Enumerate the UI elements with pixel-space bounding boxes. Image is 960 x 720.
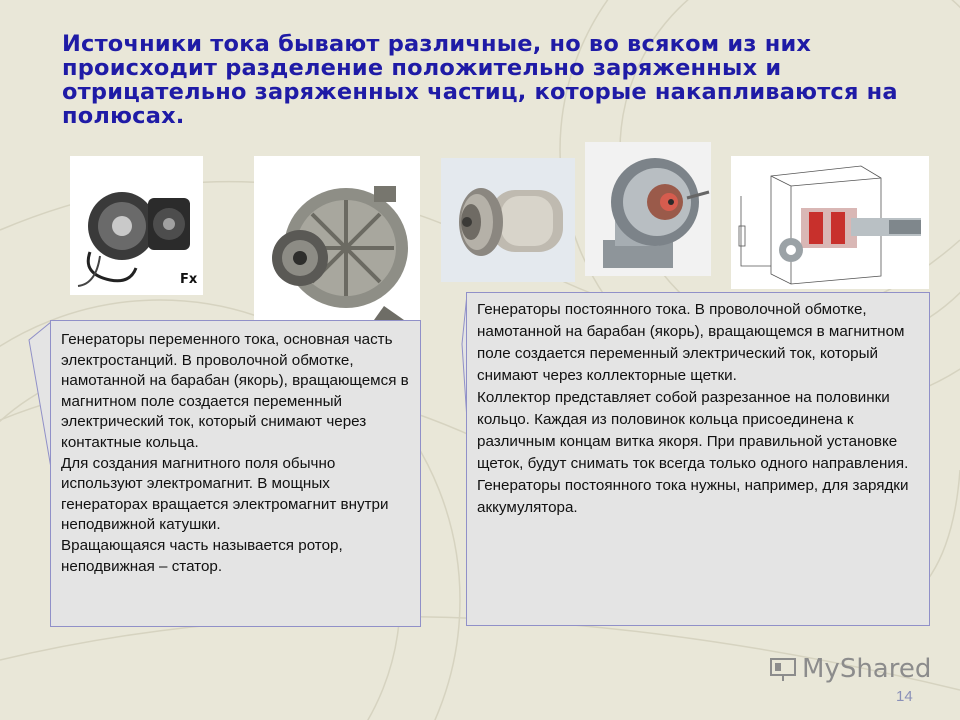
page-number: 14 xyxy=(896,688,913,705)
car-alternator-illustration xyxy=(254,156,420,320)
left-callout-tail xyxy=(28,320,52,470)
ac-generators-callout xyxy=(50,320,421,627)
ac-generator-photo xyxy=(70,156,203,295)
watermark-text: MyShared xyxy=(802,654,932,684)
callout-left-paragraph-1: Генераторы переменного тока, основная часть электростанций. В проволочной обмотке, намотанной на барабан (якорь), вращающемся в магнитном поле создается переменный электрический ток, который снимают через контактные кольца. xyxy=(61,331,409,451)
callout-left-paragraph-2: Для создания магнитного поля обычно используют электромагнит. В мощных генераторах вращается электромагнит внутри неподвижной катушки. xyxy=(61,454,389,534)
dc-generator-photo-1 xyxy=(441,158,575,282)
callout-right-paragraph-1: Генераторы постоянного тока. В проволочной обмотке, намотанной на барабан (якорь), вращающемся в магнитном поле создается переменный электрический ток, который снимают через коллекторные щетки. xyxy=(477,301,905,384)
cutaway-diagram-illustration xyxy=(731,156,929,289)
ac-generator-illustration xyxy=(70,156,203,295)
fx-logo: Fx xyxy=(180,272,198,287)
callout-right-paragraph-2: Коллектор представляет собой разрезанное на половинки кольцо. Каждая из половинок кольца присоединена к различным концам витка якоря. При правильной установке щеток, будут снимать ток всегда только одного направления. xyxy=(477,389,909,472)
dc-generator-1-illustration xyxy=(441,158,575,282)
presentation-icon xyxy=(770,656,796,682)
dc-generator-photo-2 xyxy=(585,142,711,276)
dc-generators-callout xyxy=(466,292,930,626)
car-alternator-photo xyxy=(254,156,420,320)
callout-right-paragraph-3: Генераторы постоянного тока нужны, например, для зарядки аккумулятора. xyxy=(477,477,909,516)
myshared-watermark xyxy=(770,654,931,684)
dc-generator-2-illustration xyxy=(585,142,711,276)
dc-generator-cutaway-diagram xyxy=(731,156,929,289)
callout-left-paragraph-3: Вращающаяся часть называется ротор, неподвижная – статор. xyxy=(61,536,343,575)
right-callout-tail xyxy=(444,292,468,422)
slide-title: Источники тока бывают различные, но во всяком из них происходит разделение положительно заряженных и отрицательно заряженных частиц, которые накапливаются на полюсах. xyxy=(62,31,898,129)
